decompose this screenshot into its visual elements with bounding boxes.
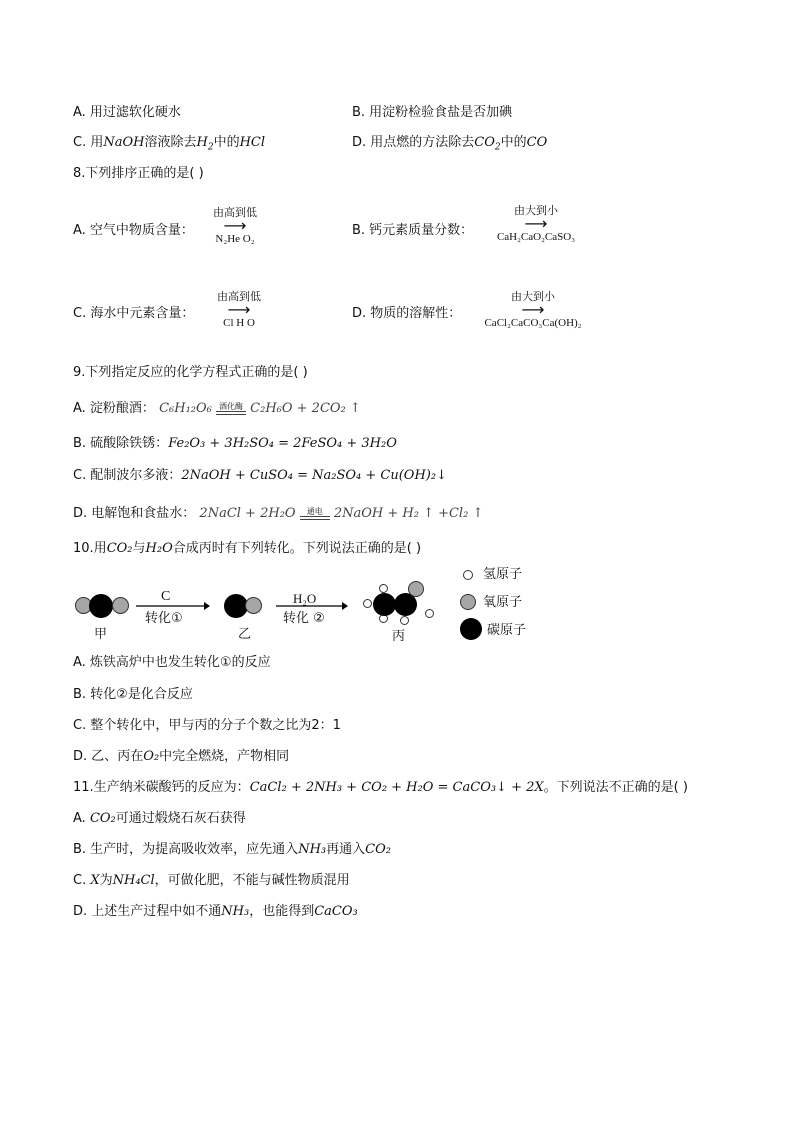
oxygen-atom bbox=[245, 597, 262, 614]
formula-nh3: NH₃ bbox=[221, 904, 250, 919]
q9-stem: 9.下列指定反应的化学方程式正确的是( ) bbox=[73, 365, 308, 380]
option-text: 可通过煅烧石灰石获得 bbox=[115, 811, 246, 826]
arrow-top-label: 由高到低 bbox=[213, 206, 257, 219]
legend-oxygen: 氧原子 bbox=[483, 595, 523, 610]
formula-nh3: NH₃ bbox=[298, 842, 327, 857]
hydrogen-atom bbox=[363, 599, 372, 608]
oxygen-atom bbox=[112, 597, 129, 614]
formula-co2: $CO_2$ bbox=[474, 135, 501, 153]
formula-co2: CO₂ bbox=[89, 811, 116, 826]
hydrogen-atom bbox=[400, 616, 409, 625]
q9-option-c bbox=[73, 467, 447, 485]
right-arrow-icon: ⟶ bbox=[524, 214, 548, 233]
reaction-condition: 通电 bbox=[300, 507, 330, 520]
option-text: 中的 bbox=[213, 135, 240, 150]
option-label: A. 淀粉酿酒： bbox=[73, 401, 155, 416]
hydrogen-atom bbox=[379, 584, 388, 593]
q9-option-a bbox=[73, 400, 361, 418]
formula-co2: CO₂ bbox=[365, 842, 391, 857]
oxygen-atom bbox=[408, 581, 424, 597]
arrow-top-label: 由高到低 bbox=[217, 290, 261, 303]
label-jia: 甲 bbox=[94, 627, 108, 642]
q7-option-c bbox=[73, 134, 265, 157]
q11-stem bbox=[73, 779, 688, 797]
formula-x: X bbox=[90, 873, 100, 888]
arrow-bottom-formula: Cl H O bbox=[223, 317, 255, 329]
option-label: B. 硫酸除铁锈： bbox=[73, 436, 169, 451]
equation-lhs: C₆H₁₂O₆ bbox=[159, 401, 212, 416]
equation-rhs: C₂H₆O + 2CO₂ ↑ bbox=[250, 401, 361, 416]
option-text: D. 乙、丙在 bbox=[73, 749, 144, 764]
arrow-top-label: 由大到小 bbox=[511, 290, 555, 303]
formula-h2: $H_2$ bbox=[196, 135, 214, 153]
label-yi: 乙 bbox=[238, 627, 252, 642]
formula-o2: O₂ bbox=[143, 749, 160, 764]
q11-option-b bbox=[73, 841, 391, 859]
formula-hcl: HCl bbox=[239, 135, 266, 150]
option-text: C. bbox=[73, 873, 91, 888]
arrow-bottom-formula: N₂He O₂ bbox=[215, 233, 255, 245]
legend-hydrogen: 氢原子 bbox=[483, 567, 523, 582]
formula-nh4cl: NH₄Cl bbox=[112, 873, 155, 888]
stem-text: 。下列说法不正确的是( ) bbox=[543, 780, 688, 795]
equation: Fe₂O₃ + 3H₂SO₄ = 2FeSO₄ + 3H₂O bbox=[168, 436, 397, 451]
right-arrow-icon: ⟶ bbox=[521, 300, 545, 319]
q9-option-b bbox=[73, 435, 397, 453]
hydrogen-atom bbox=[425, 609, 434, 618]
q11-option-c bbox=[73, 872, 350, 890]
option-text: 再通入 bbox=[326, 842, 366, 857]
formula-co: CO bbox=[526, 135, 548, 150]
formula-caco3: CaCO₃ bbox=[314, 904, 358, 919]
q9-option-d bbox=[73, 505, 483, 523]
q10-stem bbox=[73, 540, 421, 558]
carbon-atom bbox=[373, 593, 396, 616]
equation-lhs: 2NaCl + 2H₂O bbox=[199, 506, 296, 521]
legend-carbon: 碳原子 bbox=[487, 623, 527, 638]
q7-option-b: B. 用淀粉检验食盐是否加碘 bbox=[352, 105, 513, 120]
arrow2-bottom: 转化 ② bbox=[283, 611, 325, 626]
q8-option-a-label: A. 空气中物质含量： bbox=[73, 223, 194, 238]
q8-option-b-label: B. 钙元素质量分数： bbox=[352, 223, 474, 238]
stem-text: 与 bbox=[132, 541, 146, 556]
arrow1-top: C bbox=[161, 589, 171, 604]
arrow2-top: H₂O bbox=[293, 591, 317, 606]
q8-option-d-arrow bbox=[470, 290, 596, 330]
option-text: C. 用 bbox=[73, 135, 104, 150]
carbon-atom bbox=[89, 594, 113, 618]
option-label: D. 电解饱和食盐水： bbox=[73, 506, 196, 521]
right-arrow-icon: ⟶ bbox=[223, 216, 247, 235]
option-text: 溶液除去 bbox=[144, 135, 197, 150]
q10-option-a: A. 炼铁高炉中也发生转化①的反应 bbox=[73, 655, 271, 670]
oxygen-legend-icon bbox=[460, 594, 476, 610]
q7-option-a: A. 用过滤软化硬水 bbox=[73, 105, 181, 120]
stem-text: 合成丙时有下列转化。下列说法正确的是( ) bbox=[172, 541, 422, 556]
q7-option-d bbox=[352, 134, 547, 157]
option-text: ，可做化肥，不能与碱性物质混用 bbox=[154, 873, 350, 888]
formula-h2o: H₂O bbox=[145, 541, 173, 556]
equation: CaCl₂ + 2NH₃ + CO₂ + H₂O = CaCO₃↓ + 2X bbox=[249, 780, 544, 795]
option-text: A. bbox=[73, 811, 90, 826]
arrow1-bottom: 转化① bbox=[145, 611, 183, 626]
arrow-bottom-formula: CaH₂CaO₂CaSO₃ bbox=[496, 231, 576, 243]
option-label: C. 配制波尔多液： bbox=[73, 468, 182, 483]
option-text: 中完全燃烧，产物相同 bbox=[159, 749, 290, 764]
q8-option-b-arrow bbox=[484, 204, 588, 244]
q11-option-d bbox=[73, 903, 358, 921]
q10-option-d bbox=[73, 748, 289, 766]
q8-option-c-label: C. 海水中元素含量： bbox=[73, 306, 195, 321]
label-bing: 丙 bbox=[392, 629, 406, 644]
reaction-condition: 酒化酶 bbox=[216, 402, 246, 415]
arrow-bottom-formula: CaCl₂CaCO₃Ca(OH)₂ bbox=[484, 317, 582, 329]
formula-co2: CO₂ bbox=[106, 541, 133, 556]
stem-text: 10.用 bbox=[73, 541, 107, 556]
option-text: B. 生产时，为提高吸收效率，应先通入 bbox=[73, 842, 299, 857]
q11-option-a bbox=[73, 810, 246, 828]
q8-option-a-arrow bbox=[200, 206, 270, 246]
q10-option-c: C. 整个转化中，甲与丙的分子个数之比为2：1 bbox=[73, 718, 341, 733]
carbon-legend-icon bbox=[460, 618, 482, 640]
right-arrow-icon: ⟶ bbox=[227, 300, 251, 319]
equation-rhs: 2NaOH + H₂ ↑ +Cl₂ ↑ bbox=[333, 506, 484, 521]
arrow-top-label: 由大到小 bbox=[514, 204, 558, 217]
option-text: 中的 bbox=[500, 135, 527, 150]
q8-option-d-label: D. 物质的溶解性： bbox=[352, 306, 462, 321]
option-text: ，也能得到 bbox=[249, 904, 315, 919]
option-text: 为 bbox=[99, 873, 113, 888]
q8-stem: 8.下列排序正确的是( ) bbox=[73, 166, 204, 181]
formula-naoh: NaOH bbox=[103, 135, 145, 150]
stem-text: 11.生产纳米碳酸钙的反应为： bbox=[73, 780, 250, 795]
option-text: D. 上述生产过程中如不通 bbox=[73, 904, 222, 919]
equation: 2NaOH + CuSO₄ = Na₂SO₄ + Cu(OH)₂↓ bbox=[181, 468, 447, 483]
q10-option-b: B. 转化②是化合反应 bbox=[73, 687, 193, 702]
hydrogen-legend-icon bbox=[463, 570, 473, 580]
option-text: D. 用点燃的方法除去 bbox=[352, 135, 475, 150]
q8-option-c-arrow bbox=[204, 290, 274, 330]
